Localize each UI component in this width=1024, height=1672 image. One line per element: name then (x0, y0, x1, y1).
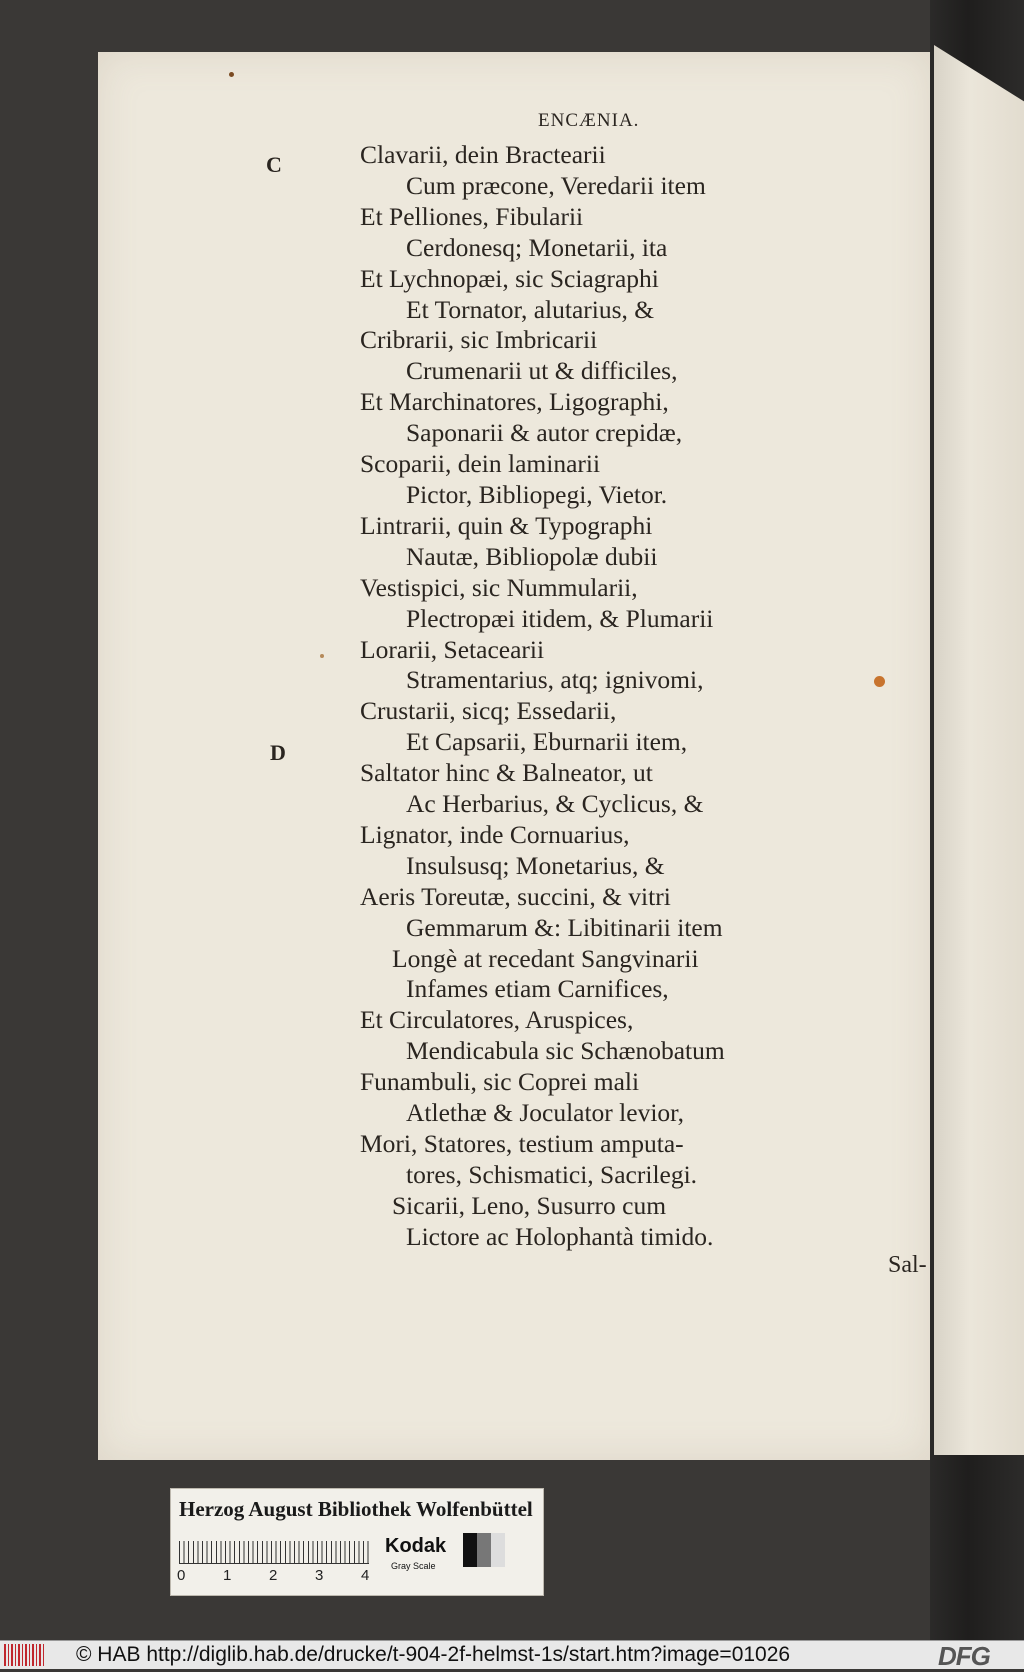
ruler-number: 0 (177, 1567, 186, 1584)
verse-line: Vestispici, sic Nummularii, (360, 572, 638, 602)
verse-line: Crustarii, sicq; Essedarii, (360, 696, 617, 726)
footer-url[interactable]: © HAB http://diglib.hab.de/drucke/t-904-2f-helmst-1s/start.htm?image=01026 (76, 1643, 791, 1666)
verse-line: Aeris Toreutæ, succini, & vitri (360, 881, 671, 911)
verse-line: Et Marchinatores, Ligographi, (360, 387, 669, 417)
gray-swatch (491, 1533, 505, 1567)
color-calibration-bar (170, 1488, 544, 1596)
ruler-number: 3 (315, 1567, 324, 1584)
ruler-number: 2 (269, 1567, 278, 1584)
verse-line: Insulsusq; Monetarius, & (406, 850, 665, 880)
verse-line: Longè at recedant Sangvinarii (392, 943, 699, 973)
verse-line: Sicarii, Leno, Susurro cum (392, 1190, 667, 1220)
verse-line: tores, Schismatici, Sacrilegi. (406, 1159, 698, 1189)
verse-line: Atlethæ & Joculator levior, (406, 1098, 685, 1128)
verse-line: Et Pelliones, Fibularii (360, 201, 584, 231)
verse-line: Lorarii, Setacearii (360, 634, 545, 664)
footer-bar (0, 1640, 1024, 1669)
gray-swatch (463, 1533, 477, 1567)
kodak-label: Kodak (385, 1535, 447, 1557)
catchword: Sal- (888, 1252, 927, 1278)
ink-spot (229, 72, 234, 77)
verse-line: Pictor, Bibliopegi, Vietor. (406, 479, 668, 509)
stain-spot (320, 654, 324, 658)
verse-line: Et Capsarii, Eburnarii item, (406, 727, 688, 757)
verse-line: Lignator, inde Cornuarius, (360, 819, 630, 849)
verse-line: Et Tornator, alutarius, & (406, 294, 655, 324)
verse-line: Ac Herbarius, & Cyclicus, & (406, 789, 704, 819)
verse-line: Plectropæi itidem, & Plumarii (406, 603, 714, 633)
verse-line: Stramentarius, atq; ignivomi, (406, 665, 704, 695)
margin-letter-c: C (266, 152, 282, 177)
gray-swatch (477, 1533, 491, 1567)
ruler-number: 4 (361, 1567, 370, 1584)
ruler (179, 1541, 369, 1564)
verse-line: Cribrarii, sic Imbricarii (360, 325, 598, 355)
verse-line: Gemmarum &: Libitinarii item (406, 912, 723, 942)
verse-line: Saponarii & autor crepidæ, (406, 418, 683, 448)
verse-line: Infames etiam Carnifices, (406, 974, 669, 1004)
verse-line: Funambuli, sic Coprei mali (360, 1067, 640, 1097)
grayscale-label: Gray Scale (391, 1561, 436, 1571)
verse-line: Mendicabula sic Schænobatum (406, 1036, 725, 1066)
dfg-logo: DFG (938, 1641, 990, 1671)
verse-line: Mori, Statores, testium amputa- (360, 1129, 684, 1158)
verse-line: Crumenarii ut & difficiles, (406, 356, 678, 386)
verse-line: Lintrarii, quin & Typographi (360, 510, 653, 540)
margin-letter-d: D (270, 740, 286, 765)
verse-line: Clavarii, dein Bractearii (360, 140, 606, 169)
verse-line: Et Lychnopæi, sic Sciagraphi (360, 263, 659, 293)
verse-line: Lictore ac Holophantà timido. (406, 1221, 714, 1251)
verse-text (360, 140, 900, 1253)
verse-line: Saltator hinc & Balneator, ut (360, 758, 653, 788)
verse-line: Cerdonesq; Monetarii, ita (406, 232, 668, 262)
running-header: ENCÆNIA. (538, 110, 640, 131)
barcode-icon (4, 1644, 46, 1666)
verse-line: Nautæ, Bibliopolæ dubii (406, 541, 658, 571)
verse-line: Cum præcone, Veredarii item (406, 170, 706, 200)
verse-line: Scoparii, dein laminarii (360, 449, 601, 479)
verse-line: Et Circulatores, Aruspices, (360, 1005, 634, 1035)
ruler-number: 1 (223, 1567, 232, 1584)
library-name: Herzog August Bibliothek Wolfenbüttel (179, 1497, 533, 1521)
next-page-edge (934, 45, 1024, 1455)
